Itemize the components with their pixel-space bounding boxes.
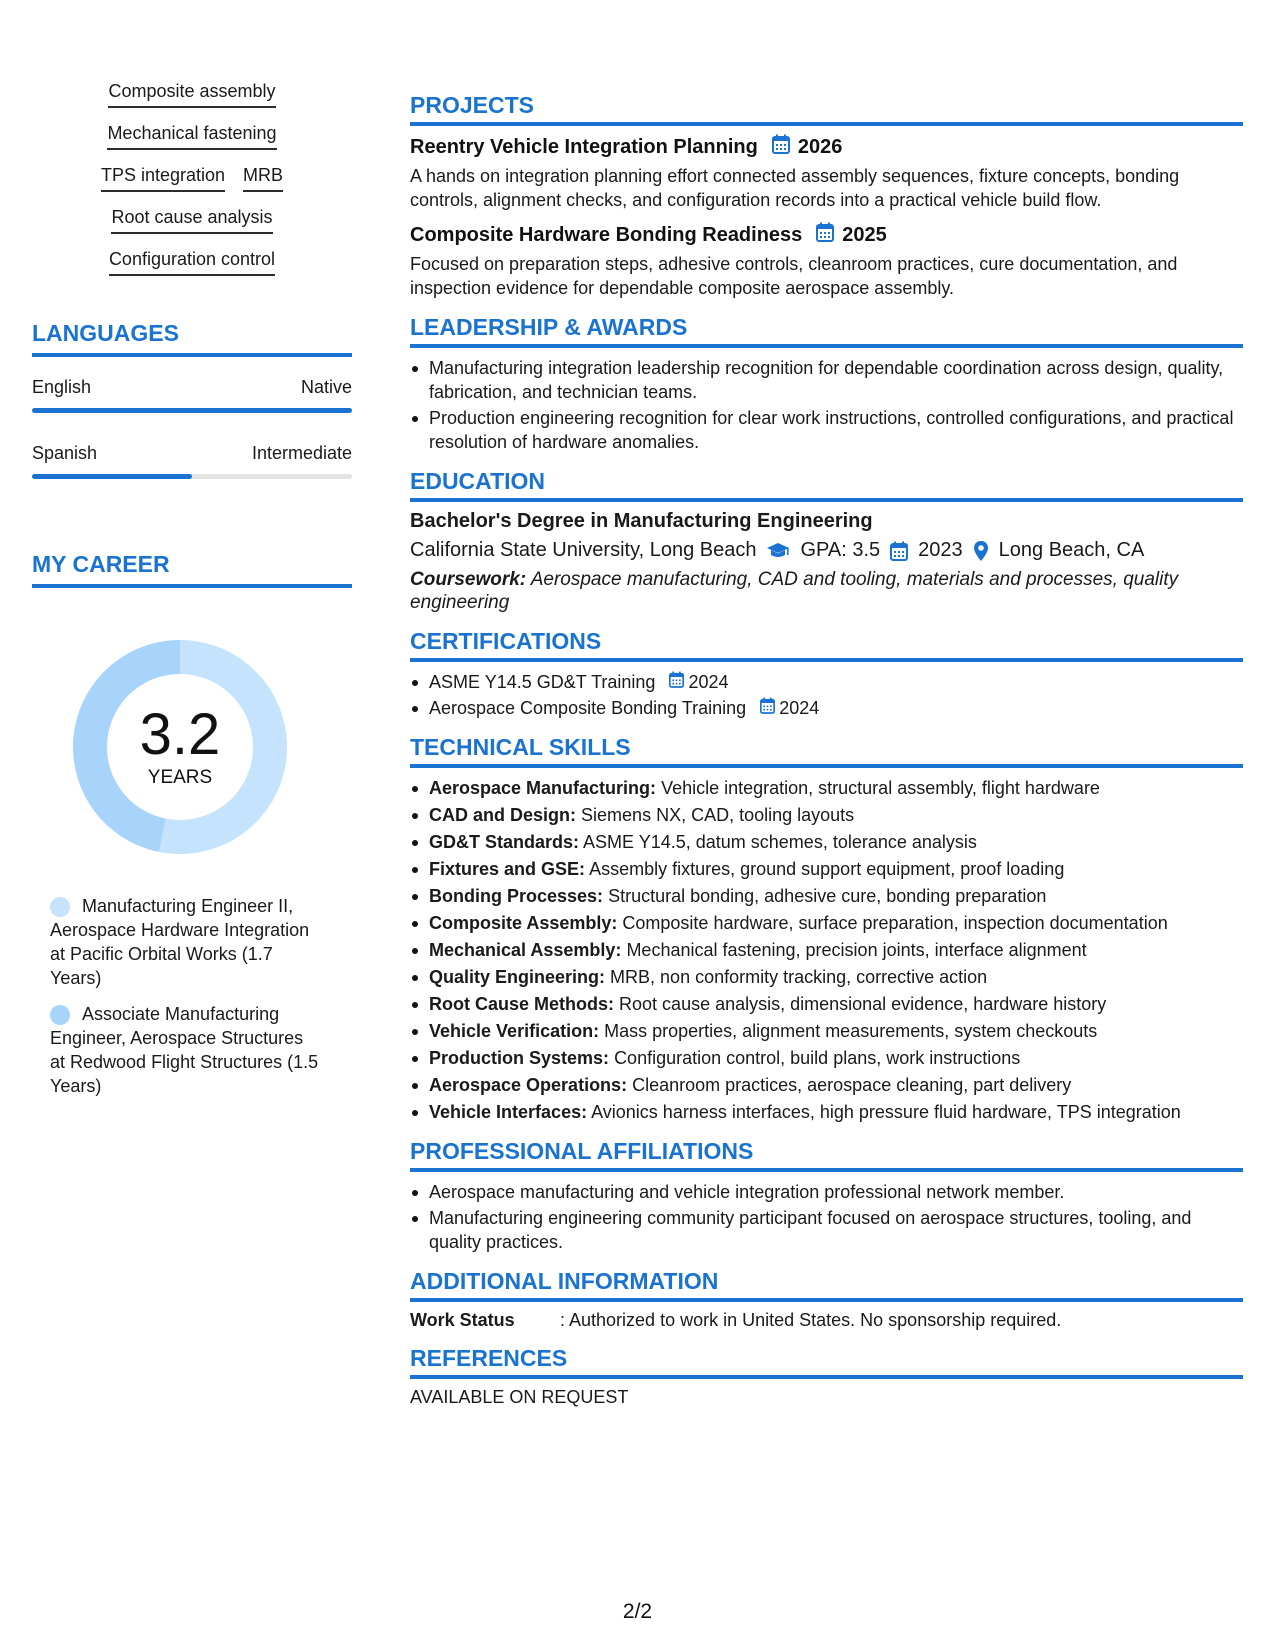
legend-dot [50, 897, 70, 917]
skill-value: Siemens NX, CAD, tooling layouts [581, 805, 855, 825]
project-name: Composite Hardware Bonding Readiness [410, 223, 803, 246]
language-row [32, 443, 352, 464]
skill-tag: Mechanical fastening [107, 122, 276, 150]
skill-item [410, 1019, 1243, 1043]
career-total-unit: YEARS [147, 767, 213, 788]
skill-value: Avionics harness interfaces, high pressure fluid hardware, TPS integration [591, 1102, 1181, 1122]
language-bar-fill [32, 408, 352, 413]
skill-label: Vehicle Interfaces: [429, 1102, 588, 1122]
skill-label: Bonding Processes: [429, 886, 604, 906]
leadership-section [410, 314, 1243, 454]
project-heading [410, 222, 1243, 248]
projects-section [410, 92, 1243, 300]
language-level: Intermediate [251, 443, 352, 463]
skill-item [410, 911, 1243, 935]
skill-value: MRB, non conformity tracking, corrective action [610, 967, 988, 987]
certifications-section [410, 628, 1243, 720]
location-pin-icon [973, 540, 989, 562]
certifications-list [410, 670, 1243, 720]
skill-item [410, 857, 1243, 881]
list-item: Aerospace manufacturing and vehicle integration professional network member. [410, 1180, 1243, 1204]
career-donut-chart [65, 632, 295, 862]
coursework-text: Aerospace manufacturing, CAD and tooling, materials and processes, quality engineering [410, 569, 1179, 613]
left-column [32, 80, 352, 1110]
skill-item [410, 992, 1243, 1016]
career-section [32, 551, 352, 1098]
school-location: Long Beach, CA [998, 539, 1145, 561]
skill-label: Root Cause Methods: [429, 994, 615, 1014]
language-bar-track [32, 408, 352, 413]
references-title: REFERENCES [410, 1345, 1243, 1379]
skill-label: Quality Engineering: [429, 967, 606, 987]
graduation-cap-icon [766, 542, 790, 560]
calendar-icon [890, 541, 908, 561]
skill-label: Fixtures and GSE: [429, 859, 586, 879]
additional-info-section [410, 1268, 1243, 1331]
affiliations-title: PROFESSIONAL AFFILIATIONS [410, 1138, 1243, 1172]
language-name: Spanish [32, 443, 98, 463]
education-details [410, 539, 1243, 562]
skill-item [410, 776, 1243, 800]
calendar-icon [669, 670, 684, 694]
skill-value: ASME Y14.5, datum schemes, tolerance analysis [583, 832, 977, 852]
skill-label: Mechanical Assembly: [429, 940, 622, 960]
skill-value: Vehicle integration, structural assembly, flight hardware [661, 778, 1100, 798]
certification-year: 2024 [779, 698, 820, 718]
leadership-list [410, 356, 1243, 454]
leadership-title: LEADERSHIP & AWARDS [410, 314, 1243, 348]
skill-item [410, 965, 1243, 989]
work-status-label: Work Status [410, 1310, 515, 1330]
projects-title: PROJECTS [410, 92, 1243, 126]
technical-skills-title: TECHNICAL SKILLS [410, 734, 1243, 768]
language-bar-track [32, 474, 352, 479]
skill-label: Composite Assembly: [429, 913, 618, 933]
project-heading [410, 134, 1243, 160]
list-item: Manufacturing integration leadership recognition for dependable coordination across design, quality, fabrication, and technician teams. [410, 356, 1243, 404]
skill-tag: TPS integration [101, 164, 225, 192]
technical-skills-list [410, 776, 1243, 1124]
skill-tag-row [32, 80, 352, 108]
language-row [32, 377, 352, 398]
coursework-label: Coursework: [410, 569, 527, 590]
education-section [410, 468, 1243, 614]
skill-value: Configuration control, build plans, work instructions [614, 1048, 1021, 1068]
technical-skills-section [410, 734, 1243, 1124]
skill-tag-row [32, 164, 352, 192]
list-item [410, 696, 1243, 720]
skill-item [410, 803, 1243, 827]
gpa: GPA: 3.5 [800, 539, 881, 561]
career-legend-item [50, 1002, 320, 1098]
skill-value: Cleanroom practices, aerospace cleaning, part delivery [632, 1075, 1072, 1095]
affiliations-list [410, 1180, 1243, 1254]
career-legend-item [50, 894, 320, 990]
skill-label: Aerospace Manufacturing: [429, 778, 657, 798]
degree-name: Bachelor's Degree in Manufacturing Engineering [410, 510, 873, 532]
project-name: Reentry Vehicle Integration Planning [410, 135, 758, 158]
languages-title: LANGUAGES [32, 320, 352, 357]
coursework [410, 568, 1243, 614]
skill-label: Production Systems: [429, 1048, 610, 1068]
project-year: 2026 [797, 135, 843, 158]
career-total-years: 3.2 [139, 702, 221, 767]
skill-item [410, 1100, 1243, 1124]
page-number: 2/2 [622, 1600, 653, 1623]
skill-tag: Root cause analysis [111, 206, 272, 234]
list-item: Manufacturing engineering community participant focused on aerospace structures, tooling, and quality practices. [410, 1206, 1243, 1254]
skill-label: GD&T Standards: [429, 832, 580, 852]
language-bar-fill [32, 474, 192, 479]
language-name: English [32, 377, 92, 397]
education-title: EDUCATION [410, 468, 1243, 502]
references-text: AVAILABLE ON REQUEST [410, 1387, 629, 1407]
language-level: Native [300, 377, 352, 397]
skill-value: Mass properties, alignment measurements, system checkouts [604, 1021, 1098, 1041]
calendar-icon [772, 134, 790, 160]
skill-item [410, 938, 1243, 962]
skill-item [410, 1046, 1243, 1070]
right-column [410, 92, 1243, 1422]
skill-label: Aerospace Operations: [429, 1075, 628, 1095]
project-description: A hands on integration planning effort connected assembly sequences, fixture concepts, bonding controls, alignment checks, and configuration records into a practical vehicle build flow. [410, 166, 1180, 210]
calendar-icon [760, 696, 775, 720]
career-role-text: Associate Manufacturing Engineer, Aerospace Structures at Redwood Flight Structures (1.5 Years) [50, 1004, 319, 1096]
skill-label: CAD and Design: [429, 805, 577, 825]
career-role-text: Manufacturing Engineer II, Aerospace Hardware Integration at Pacific Orbital Works (1.7 Years) [50, 896, 310, 988]
work-status-row [410, 1310, 1243, 1331]
skill-value: Mechanical fastening, precision joints, interface alignment [626, 940, 1087, 960]
skill-value: Composite hardware, surface preparation, inspection documentation [622, 913, 1168, 933]
skill-value: Root cause analysis, dimensional evidence, hardware history [619, 994, 1107, 1014]
donut-center [65, 632, 295, 862]
skill-value: Structural bonding, adhesive cure, bonding preparation [608, 886, 1047, 906]
skill-tag-row [32, 122, 352, 150]
certification-year: 2024 [688, 672, 729, 692]
affiliations-section [410, 1138, 1243, 1254]
skill-label: Vehicle Verification: [429, 1021, 600, 1041]
certification-name: ASME Y14.5 GD&T Training [429, 672, 656, 692]
list-item: Production engineering recognition for clear work instructions, controlled configurations, and practical resolution of hardware anomalies. [410, 406, 1243, 454]
calendar-icon [816, 222, 834, 248]
school-name: California State University, Long Beach [410, 539, 757, 561]
skill-tag: MRB [243, 164, 283, 192]
skill-tag-row [32, 248, 352, 276]
project-year: 2025 [842, 223, 887, 246]
skill-item [410, 830, 1243, 854]
graduation-year: 2023 [918, 539, 963, 561]
project-description: Focused on preparation steps, adhesive controls, cleanroom practices, cure documentation, and inspection evidence for dependable composite aerospace assembly. [410, 254, 1178, 298]
references-section [410, 1345, 1243, 1408]
skill-tag: Configuration control [109, 248, 275, 276]
legend-dot [50, 1005, 70, 1025]
career-title: MY CAREER [32, 551, 352, 588]
certification-name: Aerospace Composite Bonding Training [429, 698, 747, 718]
list-item [410, 670, 1243, 694]
certifications-title: CERTIFICATIONS [410, 628, 1243, 662]
skill-value: Assembly fixtures, ground support equipment, proof loading [589, 859, 1065, 879]
additional-info-title: ADDITIONAL INFORMATION [410, 1268, 1243, 1302]
languages-section [32, 320, 352, 479]
work-status-value: : Authorized to work in United States. No sponsorship required. [560, 1310, 1062, 1330]
career-legend [50, 894, 320, 1098]
skill-item [410, 884, 1243, 908]
skill-item [410, 1073, 1243, 1097]
skill-tag-row [32, 206, 352, 234]
skill-tag: Composite assembly [108, 80, 275, 108]
